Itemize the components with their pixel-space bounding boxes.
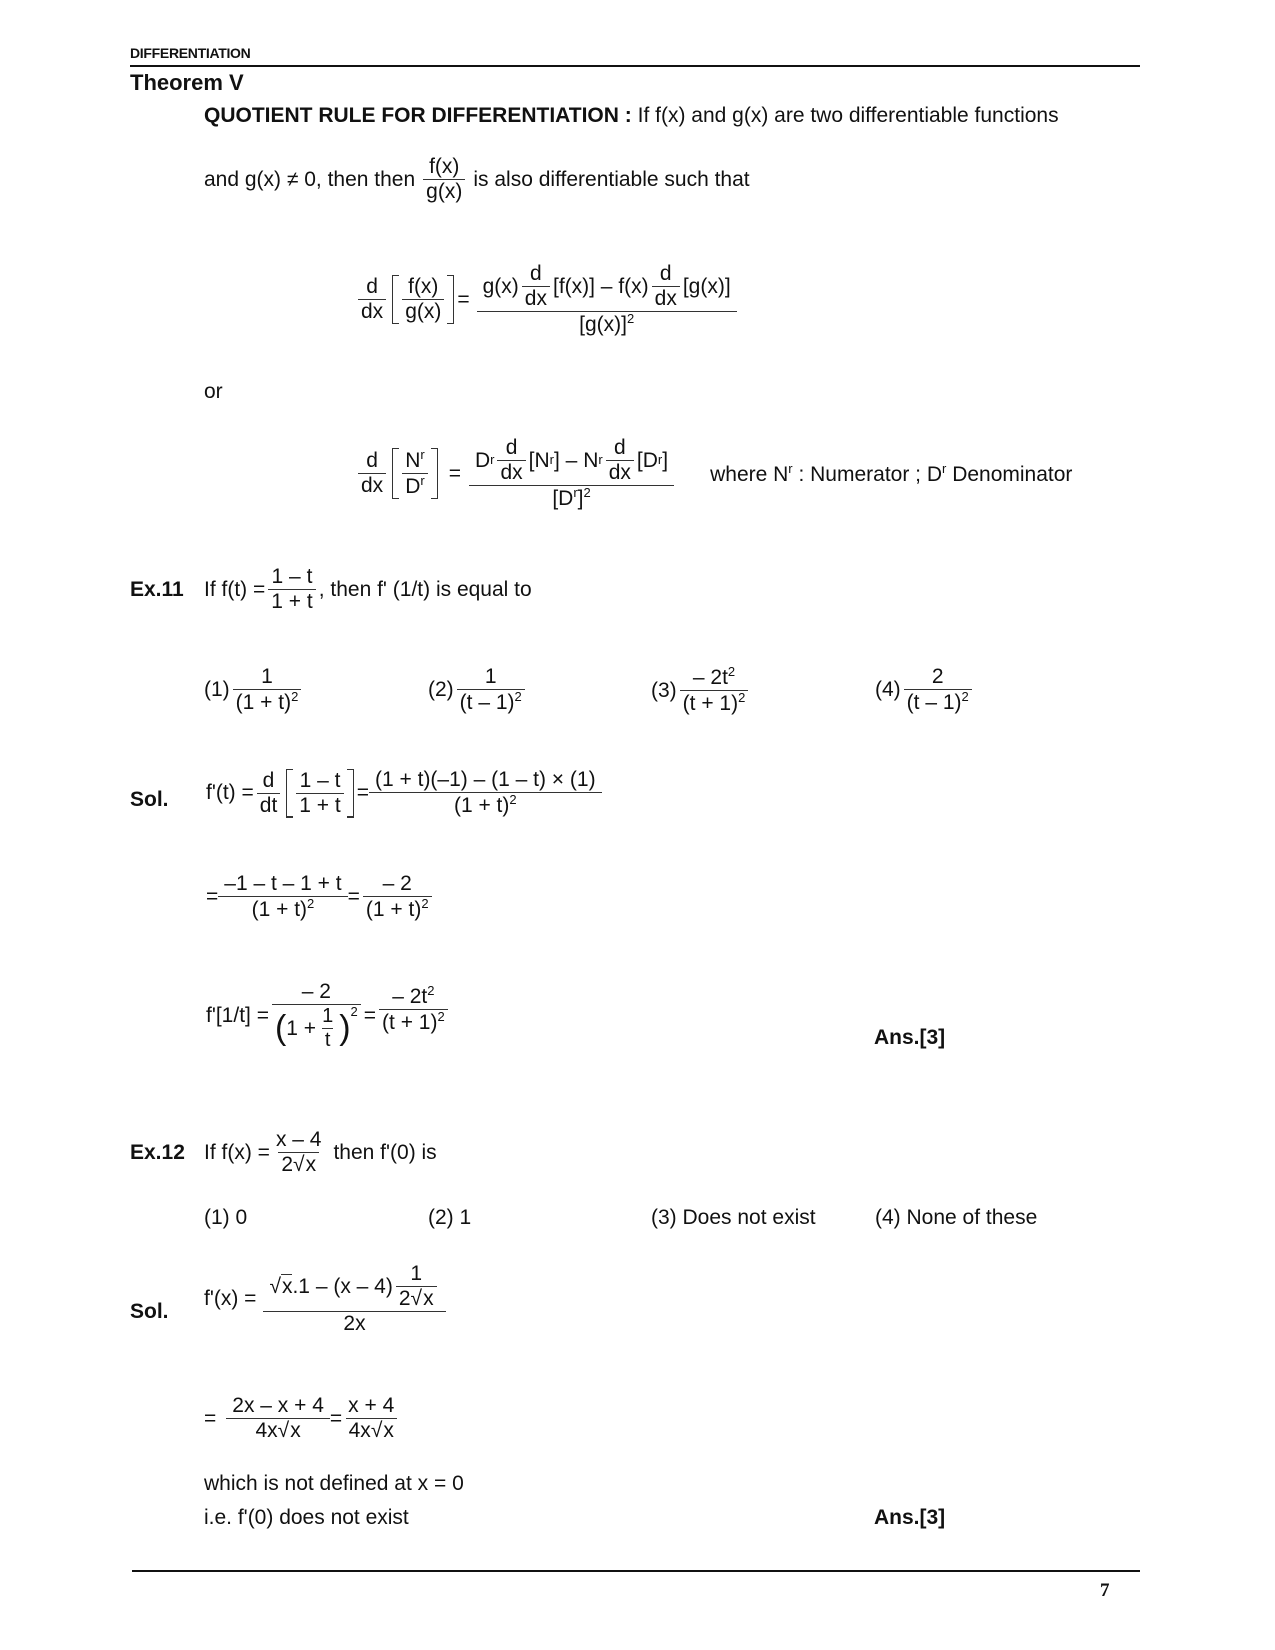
- term: [D: [552, 487, 574, 511]
- example-12-option-3[interactable]: (3) Does not exist: [651, 1206, 816, 1229]
- numerator: – 2: [382, 872, 412, 895]
- solution-11-line1: [206, 768, 602, 818]
- term: [D: [636, 448, 658, 472]
- d-dx: [522, 262, 550, 311]
- term: ] – N: [554, 448, 599, 472]
- denominator: g(x): [423, 179, 465, 204]
- term: (1 + t): [365, 898, 422, 922]
- question-text: If f(t) =: [204, 577, 266, 601]
- bracket: [286, 769, 353, 818]
- solution-11-line2: [206, 872, 435, 922]
- fraction: [319, 1005, 336, 1052]
- radicand: x: [383, 1419, 394, 1443]
- d-dx: [497, 436, 525, 485]
- denominator: 1 + t: [268, 589, 315, 614]
- d-dx: [606, 436, 634, 485]
- fraction: [402, 448, 428, 499]
- term: ]: [577, 487, 584, 511]
- option-label: (2): [428, 678, 454, 702]
- quotient-formula-1: [355, 262, 737, 337]
- fraction: [396, 1262, 437, 1311]
- numerator: 1: [322, 1005, 334, 1028]
- question-text: If f(x) =: [204, 1140, 270, 1164]
- where-note: [710, 461, 1072, 487]
- term: f'(x) =: [204, 1287, 257, 1311]
- superscript: r: [942, 460, 947, 476]
- equals: =: [204, 1406, 217, 1430]
- numerator: (1 + t)(–1) – (1 – t) × (1): [375, 768, 596, 791]
- denominator: 2x: [263, 1311, 445, 1336]
- paren: ): [339, 1009, 351, 1048]
- equals: =: [457, 287, 470, 311]
- fraction: [345, 1394, 397, 1443]
- exponent: 2: [307, 896, 315, 912]
- d-dt: [257, 769, 281, 818]
- term: 2: [281, 1153, 294, 1177]
- term: (t – 1): [459, 691, 515, 715]
- quotient-formula-2: [355, 436, 1072, 511]
- d: d: [613, 436, 626, 459]
- bracket: [392, 275, 454, 324]
- equals: =: [206, 885, 219, 909]
- term: – 2t: [392, 985, 428, 1008]
- term: where N: [710, 462, 789, 486]
- fraction: [680, 665, 749, 716]
- term: D: [405, 475, 421, 499]
- superscript: r: [598, 452, 603, 468]
- solution-11-line3: [206, 980, 451, 1052]
- numerator: 2: [931, 665, 944, 688]
- equals: =: [363, 1004, 377, 1028]
- rhs-fraction: [480, 262, 734, 337]
- example-12-option-2[interactable]: (2) 1: [428, 1206, 472, 1229]
- d: d: [366, 449, 378, 473]
- term: f'[1/t] =: [206, 1004, 269, 1028]
- term: ]: [662, 448, 669, 472]
- fraction: [268, 565, 315, 614]
- numerator: –1 – t – 1 + t: [224, 872, 342, 895]
- denominator: [904, 689, 972, 715]
- d-dx: [358, 275, 386, 324]
- term: f'(t) =: [206, 781, 254, 805]
- term: (1 + t): [251, 898, 308, 922]
- radicand: x: [305, 1153, 317, 1177]
- example-label: Ex.11: [130, 577, 184, 601]
- d: d: [366, 275, 378, 299]
- term: – 2t: [692, 666, 728, 689]
- dx: dx: [497, 460, 525, 485]
- answer-label: Ans.[3]: [874, 1506, 946, 1529]
- denominator: g(x): [402, 299, 444, 324]
- denominator: [457, 689, 525, 715]
- page-number: 7: [1100, 1580, 1110, 1601]
- numerator: 1 – t: [271, 565, 313, 588]
- exponent: 2: [427, 983, 435, 998]
- fraction: [372, 768, 599, 818]
- or-label: or: [204, 380, 223, 403]
- dx: dx: [522, 286, 550, 311]
- denominator: [369, 792, 602, 818]
- solution-12-line3: which is not defined at x = 0: [204, 1472, 464, 1495]
- exponent: 2: [583, 485, 591, 501]
- fraction: [402, 275, 444, 324]
- superscript: r: [573, 485, 578, 501]
- example-11-option-3[interactable]: [651, 665, 751, 716]
- superscript: r: [420, 473, 425, 489]
- example-11-option-4[interactable]: [875, 665, 975, 715]
- term: D: [474, 448, 491, 472]
- exponent: 2: [961, 689, 969, 705]
- statement-text: If f(x) and g(x) are two differentiable functions: [637, 104, 1059, 127]
- answer-label: Ans.[3]: [874, 1026, 946, 1049]
- equals: =: [329, 1406, 343, 1430]
- d-dx: [358, 449, 386, 498]
- denominator: 2√x: [396, 1286, 437, 1311]
- fraction: [266, 1262, 442, 1336]
- superscript: r: [788, 460, 793, 476]
- exponent: 2: [738, 690, 746, 706]
- rule-name: QUOTIENT RULE FOR DIFFERENTIATION :: [204, 104, 632, 127]
- numerator: [402, 448, 428, 473]
- fraction: [363, 872, 432, 922]
- radicand: x: [423, 1287, 434, 1311]
- term: (t + 1): [682, 692, 739, 716]
- numerator: [472, 436, 671, 485]
- d-dx: [652, 262, 680, 311]
- header-rule: [130, 65, 1140, 67]
- exponent: 2: [291, 689, 299, 705]
- exponent: 2: [514, 689, 522, 705]
- term: : Numerator ; D: [792, 462, 943, 486]
- fraction: [423, 155, 465, 204]
- solution-12-line4: i.e. f'(0) does not exist: [204, 1506, 409, 1529]
- running-header: DIFFERENTIATION: [130, 45, 251, 61]
- d: d: [505, 436, 518, 459]
- numerator: [389, 984, 437, 1009]
- option-label: (3): [651, 678, 677, 702]
- numerator: [690, 665, 738, 690]
- fraction: [229, 1394, 327, 1443]
- theorem-title: Theorem V: [130, 70, 244, 95]
- equals: =: [347, 885, 360, 909]
- denominator: [469, 485, 674, 511]
- term: (1 + t): [453, 794, 510, 818]
- numerator: 1: [261, 665, 273, 688]
- term: (1 + t): [235, 691, 292, 715]
- option-label: (4): [875, 678, 901, 702]
- numerator: 1: [484, 665, 497, 688]
- term: g(x): [482, 274, 519, 298]
- fraction: [272, 980, 361, 1052]
- denominator: [680, 690, 749, 716]
- exponent: 2: [509, 792, 517, 808]
- superscript: r: [490, 452, 495, 468]
- term: Denominator: [946, 462, 1073, 486]
- denominator: [363, 896, 432, 922]
- example-11-option-1[interactable]: [204, 665, 304, 715]
- equals: =: [356, 781, 369, 805]
- numerator: f(x): [408, 275, 439, 299]
- solution-12-line1: [204, 1262, 446, 1336]
- dx: dx: [652, 286, 680, 311]
- numerator: x + 4: [348, 1394, 395, 1417]
- numerator: 2x – x + 4: [232, 1394, 324, 1417]
- fraction: [379, 984, 448, 1035]
- example-11-option-2[interactable]: [428, 665, 528, 715]
- term: 4x: [348, 1419, 371, 1443]
- rhs-fraction: [472, 436, 671, 511]
- equals: =: [448, 461, 461, 485]
- exponent: 2: [727, 664, 736, 679]
- denominator: [272, 1004, 361, 1052]
- term: [g(x)]: [682, 274, 731, 298]
- denominator: 4x√x: [346, 1418, 397, 1443]
- term: [f(x)] – f(x): [552, 274, 649, 298]
- exponent: 2: [350, 1004, 358, 1020]
- superscript: r: [549, 452, 555, 468]
- denominator: [233, 689, 302, 715]
- denominator: [379, 1009, 448, 1035]
- fraction: [273, 1128, 325, 1177]
- term: N: [405, 449, 421, 473]
- term: 1 +: [286, 1016, 317, 1040]
- radicand: x: [290, 1419, 301, 1443]
- d: d: [262, 768, 275, 792]
- question-text: , then f' (1/t) is equal to: [318, 577, 532, 601]
- dx: dx: [358, 473, 386, 498]
- statement-text: and g(x) ≠ 0, then then: [204, 167, 416, 191]
- option-label: (1): [204, 678, 230, 702]
- denominator: [402, 473, 428, 499]
- superscript: r: [420, 447, 425, 463]
- numerator: f(x): [429, 155, 460, 178]
- d: d: [659, 262, 672, 285]
- fraction: [221, 872, 344, 922]
- statement-text: is also differentiable such that: [473, 167, 750, 191]
- d: d: [530, 262, 542, 285]
- denominator: [477, 311, 737, 337]
- numerator: √ x .1 – (x – 4) $\frac{1}{2√x}$: [266, 1262, 442, 1311]
- superscript: r: [657, 452, 663, 468]
- denominator: t: [322, 1028, 334, 1052]
- numerator: 1: [410, 1262, 423, 1285]
- fraction: [296, 769, 343, 818]
- radicand: x: [281, 1275, 293, 1299]
- theorem-statement-line2: [204, 155, 750, 204]
- numerator: 1 – t: [299, 768, 341, 792]
- term: (t + 1): [382, 1011, 438, 1035]
- term: 4x: [255, 1419, 278, 1443]
- paren: (: [274, 1009, 287, 1048]
- example-12-option-4[interactable]: (4) None of these: [875, 1206, 1038, 1229]
- dx: dx: [606, 460, 634, 485]
- solution-12-line2: [204, 1394, 400, 1443]
- term: 2: [398, 1287, 411, 1311]
- denominator: 4x√x: [226, 1418, 330, 1443]
- numerator: – 2: [301, 980, 331, 1003]
- dx: dx: [358, 299, 386, 324]
- theorem-statement-line1: [204, 104, 1059, 128]
- dt: dt: [257, 793, 281, 818]
- example-12-option-1[interactable]: (1) 0: [204, 1206, 248, 1229]
- denominator: [218, 896, 347, 922]
- fraction: [904, 665, 972, 715]
- example-12-question: [130, 1128, 437, 1177]
- bracket: [392, 448, 438, 499]
- term: [N: [528, 448, 550, 472]
- solution-label: Sol.: [130, 1300, 169, 1323]
- term: [g(x)]: [579, 313, 627, 337]
- numerator: [480, 262, 734, 311]
- example-label: Ex.12: [130, 1140, 185, 1164]
- exponent: 2: [421, 896, 429, 912]
- term: .1 – (x – 4): [292, 1274, 393, 1298]
- numerator: x – 4: [275, 1128, 322, 1151]
- exponent: 2: [626, 311, 635, 327]
- fraction: [457, 665, 525, 715]
- fraction: [233, 665, 302, 715]
- denominator: 2√x: [278, 1152, 319, 1177]
- solution-label: Sol.: [130, 788, 169, 811]
- question-text: then f'(0) is: [333, 1140, 437, 1164]
- denominator: 1 + t: [296, 793, 343, 818]
- exponent: 2: [437, 1009, 445, 1025]
- footer-rule: [132, 1570, 1140, 1572]
- example-11-question: [130, 565, 532, 614]
- term: (t – 1): [906, 691, 962, 715]
